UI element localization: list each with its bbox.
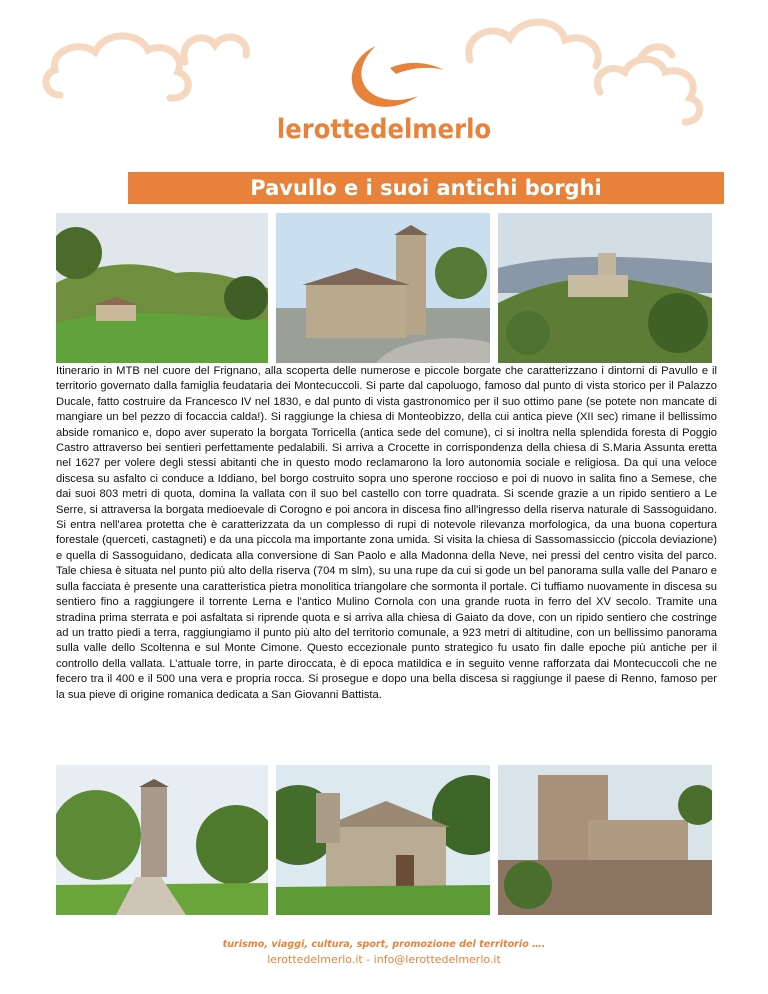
page-title: Pavullo e i suoi antichi borghi bbox=[128, 172, 724, 204]
itinerary-description: Itinerario in MTB nel cuore del Frignano, alla scoperta delle numerose e piccole borgate che caratterizzano i dintorni di Pavullo e il territorio governato dalla famiglia feudataria dei Montecuccoli. Si parte dal capoluogo, famoso dal punto di vista storico per il Palazzo Ducale, fatto costruire da Francesco IV nel 1830, e dal punto di vista gastronomico per il suo ottimo pane (se potete non mancate di mangiare un bel pezzo di focaccia calda!). Si raggiunge la chiesa di Monteobizzo, della cui antica pieve (XII sec) rimane il bellissimo abside romanico e, dopo aver superato la borgata Torricella (antica sede del comune), ci si inoltra nella splendida foresta di Poggio Castro attraverso bei sentieri perfettamente pedalabili. Si arriva a Crocette in corrispondenza della chiesa di S.Maria Assunta eretta nel 1627 per volere degli stessi abitanti che in questo modo reclamarono la loro autonomia sociale e religiosa. Da qui una veloce discesa su asfalto ci conduce a Iddiano, bel borgo costruito sopra uno sperone roccioso e poi di nuovo in salita fino a Semese, che dai suoi 803 metri di quota, domina la vallata con il suo bel castello con torre quadrata. Si scende grazie a un ripido sentiero a Le Serre, si attraversa la borgata medioevale di Corogno e poi ancora in discesa fino all'ingresso della riserva naturale di Sassoguidano. Si entra nell'area protetta che è caratterizzata da un complesso di rupi di notevole rilevanza morfologica, da una buona copertura forestale (querceti, castagneti) e da una piccola ma importante zona umida. Si visita la chiesa di Sassomassiccio (piccola deviazione) e quella di Sassoguidano, dedicata alla conversione di San Paolo e alla Madonna della Neve, nei pressi del centro visita del parco. Tale chiesa è situata nel punto più alto della riserva (704 m slm), su una rupe da cui si gode un bel panorama sulla valle del Panaro e sulla facciata è presente una caratteristica pietra monolitica triangolare che sormonta il portale. Ci tuffiamo nuovamente in discesa su sentiero fino a raggiungere il torrente Lerna e l'antico Mulino Cornola con una grande ruota in ferro del XV secolo. Tramite una stradina prima sterrata e poi asfaltata si riprende quota e si arriva alla chiesa di Gaiato da dove, con un ripido sentiero che costringe ad un tratto piedi a terra, raggiungiamo il punto più alto del territorio comunale, a 923 metri di altitudine, con un bellissimo panorama sulla valle dello Scoltenna e sul Monte Cimone. Questo eccezionale punto strategico fu usato fin dalle epoche più antiche per il controllo della vallata. L’attuale torre, in parte diroccata, è di epoca matildica e in seguito venne rafforzata dai Montecuccoli che ne fecero tra il 400 e il 500 una vera e propria rocca. Si prosegue e dopo una bella discesa si raggiunge il paese di Renno, famoso per la sua pieve di origine romanica dedicata a San Giovanni Battista. bbox=[56, 365, 717, 701]
romanesque-church-photo bbox=[276, 765, 490, 915]
stone-castle-tower-photo bbox=[498, 765, 712, 915]
bell-tower-path-photo bbox=[56, 765, 268, 915]
hillside-village-photo bbox=[56, 213, 268, 363]
footer-contact: lerottedelmerlo.it - info@lerottedelmerlo.it bbox=[267, 953, 501, 966]
brand-wordmark: lerottedelmerlo bbox=[276, 114, 492, 145]
orange-swirl-logo bbox=[318, 40, 450, 116]
church-bell-tower-photo bbox=[276, 213, 490, 363]
hilltop-castle-photo bbox=[498, 213, 712, 363]
footer-tagline: turismo, viaggi, cultura, sport, promozione del territorio …. bbox=[222, 939, 546, 950]
